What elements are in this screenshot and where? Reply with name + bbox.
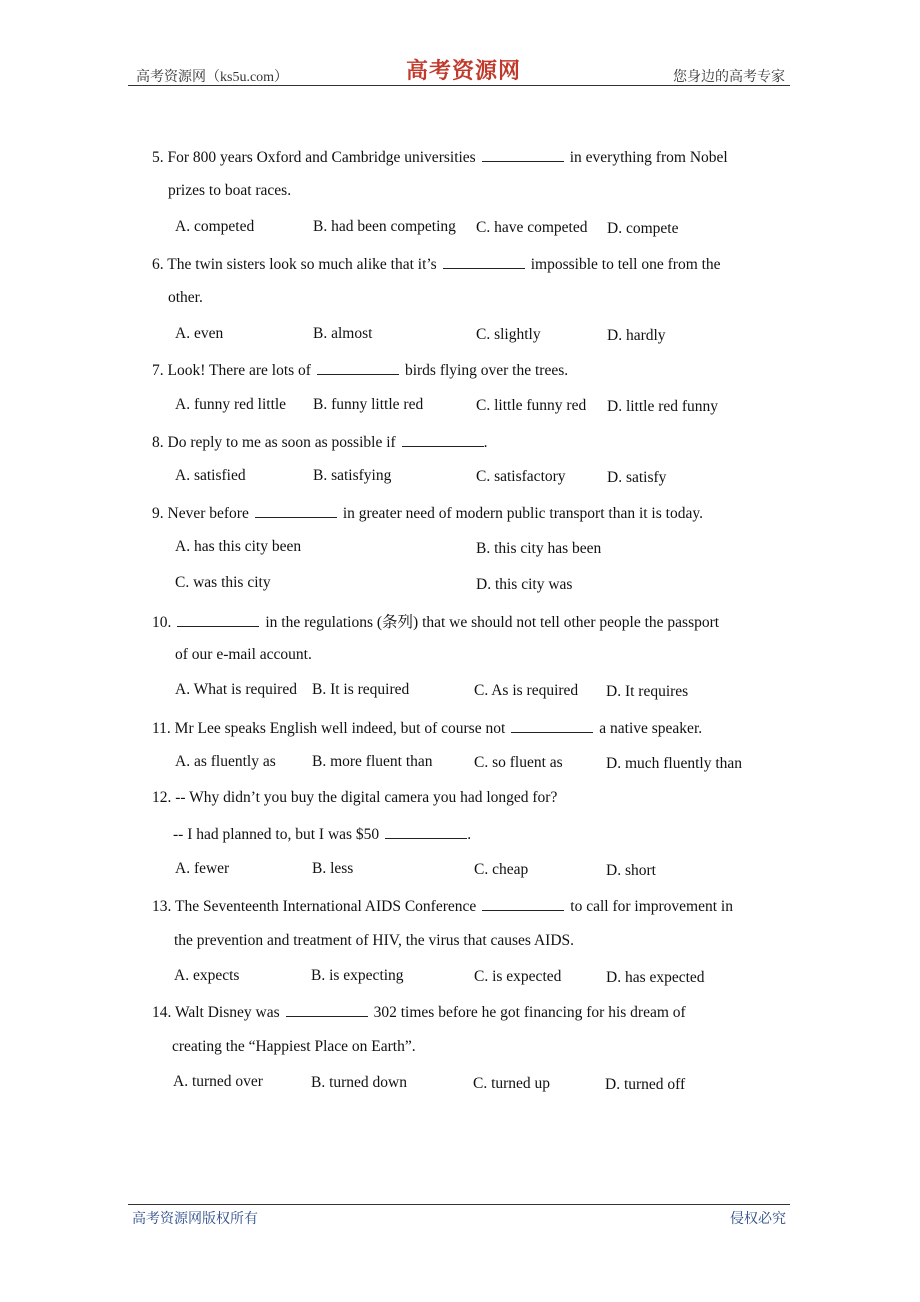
header-rule <box>128 85 790 86</box>
question-5: 5. For 800 years Oxford and Cambridge universities in everything from Nobel <box>152 149 728 166</box>
option-c: C. turned up <box>473 1075 551 1092</box>
question-14-line2: creating the “Happiest Place on Earth”. <box>172 1038 416 1055</box>
answer-blank <box>177 612 259 627</box>
option-a: A. funny red little <box>175 396 287 413</box>
question-9: 9. Never before in greater need of modern public transport than it is today. <box>152 505 703 522</box>
footer-notice: 侵权必究 <box>730 1212 786 1227</box>
answer-blank <box>317 360 399 375</box>
footer-rule <box>128 1204 790 1205</box>
option-b: B. turned down <box>311 1074 408 1091</box>
question-7: 7. Look! There are lots of birds flying over the trees. <box>152 362 569 379</box>
question-10: 10. in the regulations (条列) that we should not tell other people the passport <box>152 614 720 631</box>
option-d: D. has expected <box>606 969 705 986</box>
question-6: 6. The twin sisters look so much alike that it’s impossible to tell one from the <box>152 256 721 273</box>
question-13: 13. The Seventeenth International AIDS Conference to call for improvement in <box>152 898 733 915</box>
option-c: C. was this city <box>175 574 271 591</box>
answer-blank <box>255 503 337 518</box>
option-b: B. less <box>312 860 354 877</box>
option-d: D. this city was <box>476 576 573 593</box>
option-d: D. satisfy <box>607 469 667 486</box>
question-12: 12. -- Why didn’t you buy the digital camera you had longed for? <box>152 789 558 806</box>
option-b: B. is expecting <box>311 967 404 984</box>
answer-blank <box>482 147 564 162</box>
option-b: B. satisfying <box>313 467 392 484</box>
option-c: C. little funny red <box>476 397 587 414</box>
question-12-line2: -- I had planned to, but I was $50 . <box>173 826 472 843</box>
option-a: A. fewer <box>175 860 230 877</box>
answer-blank <box>443 254 525 269</box>
option-b: B. funny little red <box>313 396 424 413</box>
header-logo: 高考资源网 <box>406 58 522 83</box>
option-c: C. have competed <box>476 219 588 236</box>
option-c: C. satisfactory <box>476 468 566 485</box>
option-a: A. has this city been <box>175 538 302 555</box>
option-b: B. almost <box>313 325 373 342</box>
question-11: 11. Mr Lee speaks English well indeed, but of course not a native speaker. <box>152 720 703 737</box>
footer-copyright: 高考资源网版权所有 <box>132 1212 258 1227</box>
answer-blank <box>385 824 467 839</box>
question-5-line2: prizes to boat races. <box>168 182 292 199</box>
option-a: A. expects <box>174 967 240 984</box>
option-c: C. is expected <box>474 968 562 985</box>
answer-blank <box>482 896 564 911</box>
option-c: C. As is required <box>474 682 579 699</box>
option-d: D. much fluently than <box>606 755 743 772</box>
question-10-line2: of our e-mail account. <box>175 646 312 663</box>
option-b: B. had been competing <box>313 218 456 235</box>
answer-blank <box>402 432 484 447</box>
option-d: D. compete <box>607 220 679 237</box>
option-a: A. What is required <box>175 681 297 698</box>
header-slogan: 您身边的高考专家 <box>673 70 785 85</box>
option-a: A. as fluently as <box>175 753 276 770</box>
question-13-line2: the prevention and treatment of HIV, the virus that causes AIDS. <box>174 932 575 949</box>
option-c: C. slightly <box>476 326 541 343</box>
option-a: A. competed <box>175 218 255 235</box>
option-b: B. this city has been <box>476 540 602 557</box>
question-8: 8. Do reply to me as soon as possible if . <box>152 434 488 451</box>
answer-blank <box>511 718 593 733</box>
option-c: C. cheap <box>474 861 529 878</box>
option-a: A. even <box>175 325 224 342</box>
header-site-name: 高考资源网（ks5u.com） <box>136 70 289 85</box>
question-14: 14. Walt Disney was 302 times before he got financing for his dream of <box>152 1004 686 1021</box>
option-d: D. It requires <box>606 683 689 700</box>
option-d: D. little red funny <box>607 398 719 415</box>
option-d: D. hardly <box>607 327 666 344</box>
option-c: C. so fluent as <box>474 754 563 771</box>
answer-blank <box>286 1002 368 1017</box>
question-6-line2: other. <box>168 289 203 306</box>
option-b: B. more fluent than <box>312 753 433 770</box>
option-a: A. turned over <box>173 1073 263 1090</box>
option-d: D. turned off <box>605 1076 686 1093</box>
option-b: B. It is required <box>312 681 410 698</box>
option-a: A. satisfied <box>175 467 246 484</box>
option-d: D. short <box>606 862 656 879</box>
